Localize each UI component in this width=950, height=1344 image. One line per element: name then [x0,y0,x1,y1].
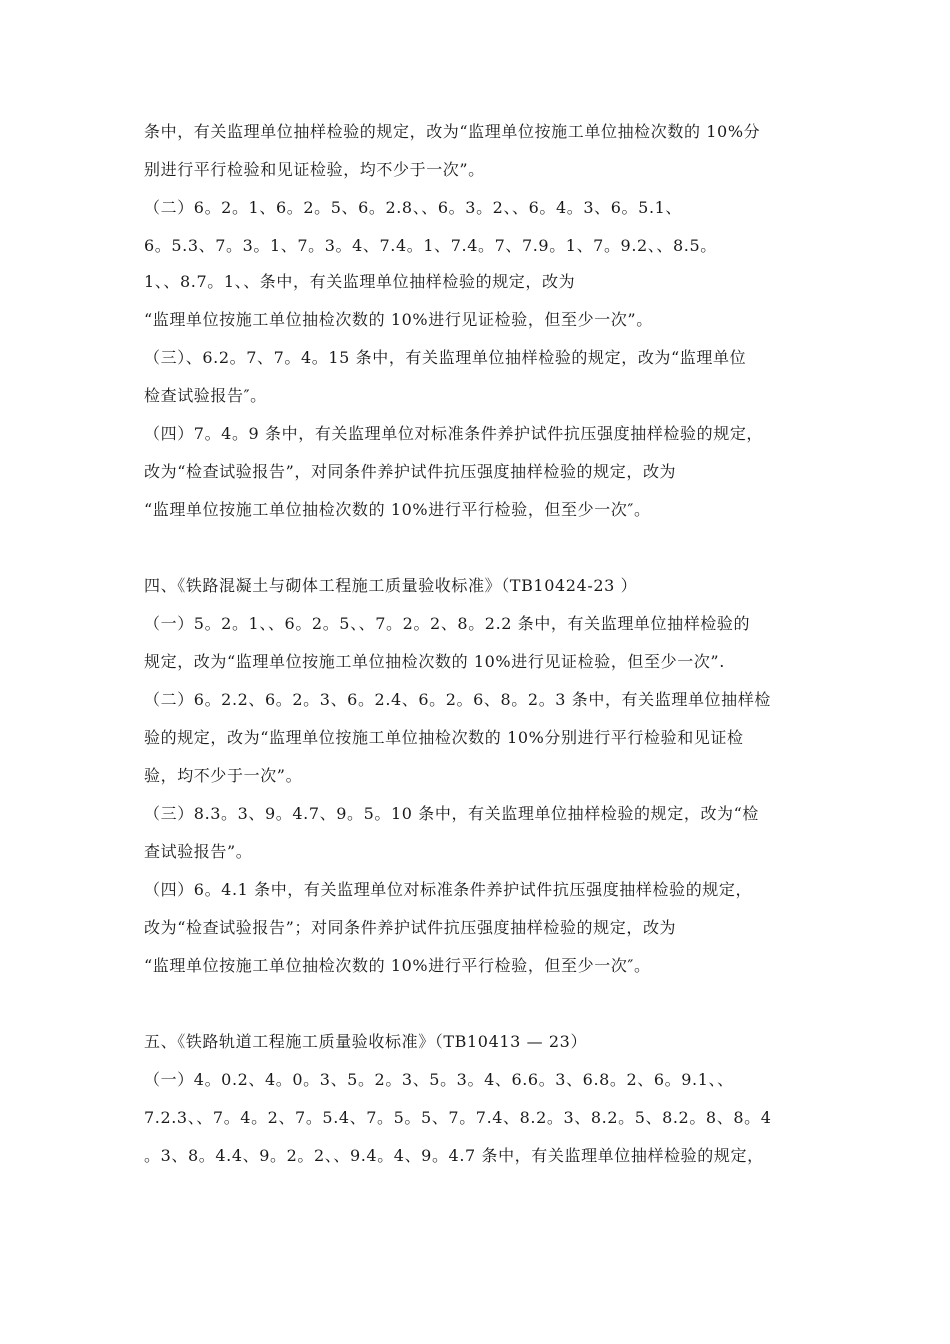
text-line: （三）、6.2。7、7。4。15 条中，有关监理单位抽样检验的规定，改为“监理单位 [144,348,747,367]
text-line: （四）6。4.1 条中，有关监理单位对标准条件养护试件抗压强度抽样检验的规定， [144,880,753,899]
text-line: （一）5。2。1、、6。2。5、、7。2。2、8。2.2 条中，有关监理单位抽样检验的 [144,614,751,633]
section-heading: 四、《铁路混凝土与砌体工程施工质量验收标准》（TB10424-23 ） [144,576,638,595]
text-line: 别进行平行检验和见证检验，均不少于一次”。 [144,160,485,179]
text-line: “监理单位按施工单位抽检次数的 10%进行平行检验，但至少一次″。 [144,956,651,975]
text-line: 。3、8。4.4、9。2。2、、9.4。4、9。4.7 条中，有关监理单位抽样检验的规定， [144,1146,764,1165]
text-line: （三）8.3。3、9。4.7、9。5。10 条中，有关监理单位抽样检验的规定，改为“检 [144,804,760,823]
text-line: 验，均不少于一次”。 [144,766,303,785]
text-line: 条中，有关监理单位抽样检验的规定，改为“监理单位按施工单位抽检次数的 10%分 [144,122,761,141]
text-line: （一）4。0.2、4。0。3、5。2。3、5。3。4、6.6。3、6.8。2、6。9.1、、 [144,1070,734,1089]
text-line: “监理单位按施工单位抽检次数的 10%进行见证检验，但至少一次”。 [144,310,653,329]
text-line: 规定，改为“监理单位按施工单位抽检次数的 10%进行见证检验，但至少一次”. [144,652,725,671]
text-line: 查试验报告”。 [144,842,253,861]
text-line: （四）7。4。9 条中，有关监理单位对标准条件养护试件抗压强度抽样检验的规定， [144,424,764,443]
text-line: 改为“检查试验报告”，对同条件养护试件抗压强度抽样检验的规定，改为 [144,462,677,481]
text-line: 7.2.3、、7。4。2、7。5.4、7。5。5、7。7.4、8.2。3、8.2。5、8.2。8、8。4 [144,1108,772,1127]
text-line: 改为“检查试验报告”；对同条件养护试件抗压强度抽样检验的规定，改为 [144,918,677,937]
text-line: （二）6。2。1、6。2。5、6。2.8、、6。3。2、、6。4。3、6。5.1、 [144,198,683,217]
text-line: 检查试验报告″。 [144,386,267,405]
text-line: “监理单位按施工单位抽检次数的 10%进行平行检验，但至少一次″。 [144,500,651,519]
text-line: 1、、8.7。1、、条中，有关监理单位抽样检验的规定，改为 [144,272,576,291]
text-line: 验的规定，改为“监理单位按施工单位抽检次数的 10%分别进行平行检验和见证检 [144,728,744,747]
section-heading: 五、《铁路轨道工程施工质量验收标准》（TB10413 — 23） [144,1032,588,1051]
text-line: （二）6。2.2、6。2。3、6。2.4、6。2。6、8。2。3 条中，有关监理单位抽样检 [144,690,771,709]
text-line: 6。5.3、7。3。1、7。3。4、7.4。1、7.4。7、7.9。1、7。9.2、、8.5。 [144,236,717,255]
